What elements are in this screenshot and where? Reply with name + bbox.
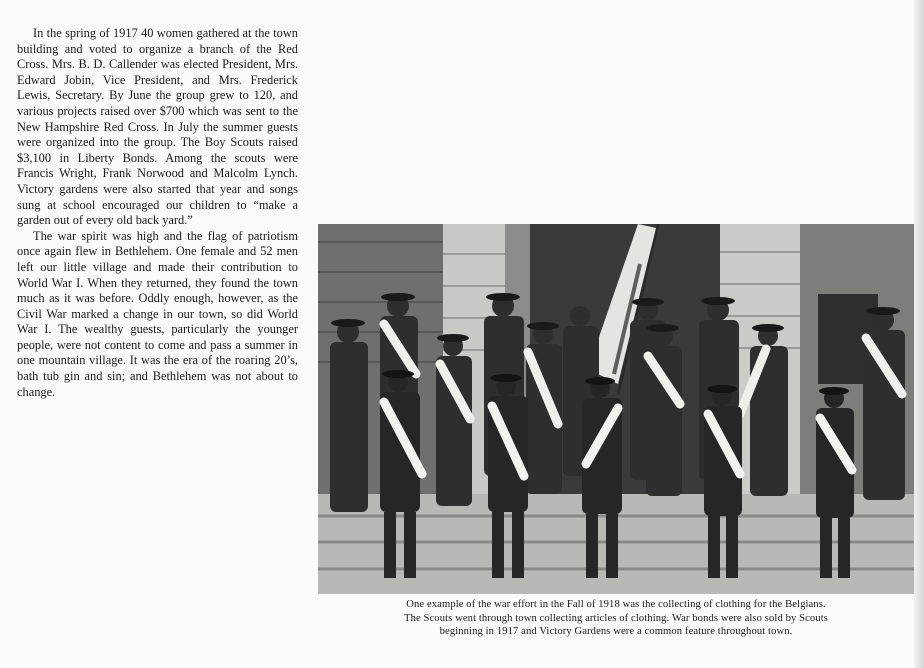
scouts-photo-illustration [318, 224, 914, 594]
paragraph-red-cross: In the spring of 1917 40 women gathered at the town building and voted to organize a branch of the Red Cross. Mrs. B. D. Callender was elected President, Mrs. Edward Jobin, Vice President, and Mrs. Frederick Lewis, Secretary. By June the group grew to 120, and various projects raised over $700 which was sent to the New Hampshire Red Cross. In July the summer guests were organized into the group. The Boy Scouts raised $3,100 in Liberty Bonds. Among the scouts were Francis Wright, Frank Norwood and Malcolm Lynch. Victory gardens were also started that year and songs sung at school encouraged our children to “make a garden out of every old back yard.” [17, 26, 298, 228]
scouts-photograph [318, 224, 914, 594]
article-text [17, 26, 298, 400]
paragraph-war-spirit: The war spirit was high and the flag of patriotism once again flew in Bethlehem. One female and 52 men left our little village and made their contribution to World War I. When they returned, they found the town much as it was before. Oddly enough, however, as the Civil War marked a change in our town, so did World War I. The wealthy guests, particularly the younger people, were not content to come and pass a summer in one mountain village. It was the era of the roaring 20’s, bath tub gin and sin; and Bethlehem was not about to change. [17, 228, 298, 399]
caption-line: The Scouts went through town collecting articles of clothing. War bonds were also sold by Scouts [404, 612, 828, 624]
caption-line: One example of the war effort in the Fall of 1918 was the collecting of clothing for the Belgians. [406, 599, 826, 610]
photo-caption [318, 598, 914, 639]
caption-line: beginning in 1917 and Victory Gardens were a common feature throughout town. [439, 626, 793, 638]
page-binding-edge [914, 0, 924, 668]
